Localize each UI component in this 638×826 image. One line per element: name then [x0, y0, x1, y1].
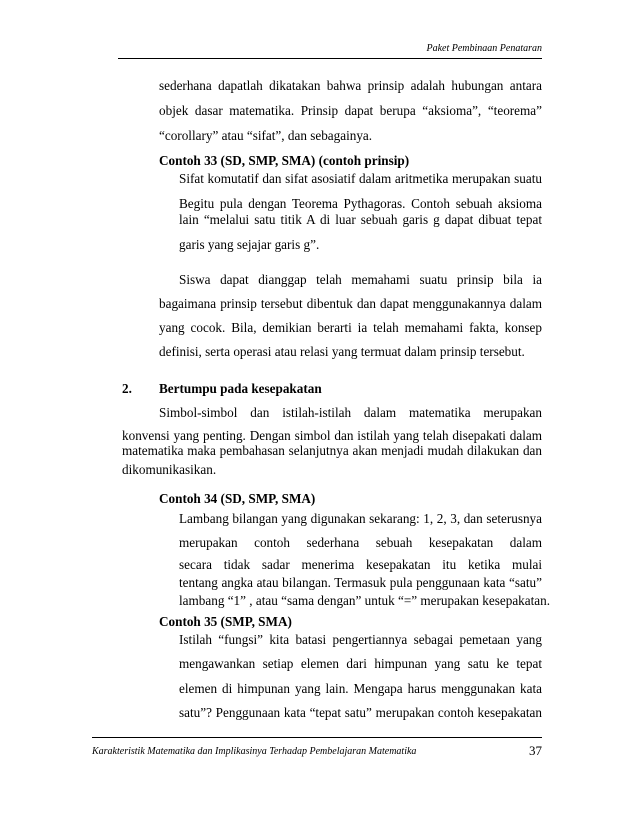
p3-line-4: dikomunikasikan.	[122, 462, 217, 477]
p1-line-1: sederhana dapatlah dikatakan bahwa prinsip adalah hubungan antara	[159, 78, 542, 93]
page-number: 37	[529, 743, 542, 758]
ex34-line-2: merupakan contoh sederhana sebuah kesepakatan dalam	[179, 535, 542, 550]
ex34-line-1: Lambang bilangan yang digunakan sekarang: 1, 2, 3, dan seterusnya	[179, 511, 542, 526]
p1-line-3: “corollary” atau “sifat”, dan sebagainya.	[159, 128, 373, 143]
section-2-number: 2.	[122, 381, 132, 396]
ex33-line-3: lain “melalui satu titik A di luar sebuah garis g dapat dibuat tepat	[179, 212, 542, 227]
ex33-line-1: Sifat komutatif dan sifat asosiatif dalam aritmetika merupakan suatu	[179, 171, 542, 186]
p3-line-2: konvensi yang penting. Dengan simbol dan istilah yang telah disepakati dalam	[122, 428, 542, 443]
ex33-line-2: Begitu pula dengan Teorema Pythagoras. Contoh sebuah aksioma	[179, 196, 542, 211]
ex35-line-4: satu”? Penggunaan kata “tepat satu” merupakan contoh kesepakatan	[179, 705, 542, 720]
example-34-heading: Contoh 34 (SD, SMP, SMA)	[159, 491, 316, 506]
ex33-line-4: garis yang sejajar garis g”.	[179, 237, 320, 252]
ex35-line-3: elemen di himpunan yang lain. Mengapa harus menggunakan kata	[179, 681, 542, 696]
p3-line-3: matematika maka pembahasan selanjutnya akan menjadi mudah dilakukan dan	[122, 443, 542, 458]
footer-rule	[92, 737, 542, 738]
section-2-title: Bertumpu pada kesepakatan	[159, 381, 322, 396]
ex34-line-5: lambang “1” , atau “sama dengan” untuk “=” merupakan kesepakatan.	[179, 593, 551, 608]
ex34-line-4: tentang angka atau bilangan. Termasuk pula penggunaan kata “satu”	[179, 575, 542, 590]
p2-line-3: yang cocok. Bila, demikian berarti ia telah memahami fakta, konsep	[159, 320, 542, 335]
ex34-line-3: secara tidak sadar menerima kesepakatan itu ketika mulai	[179, 557, 542, 572]
p2-line-4: definisi, serta operasi atau relasi yang termuat dalam prinsip tersebut.	[159, 344, 525, 359]
p2-line-2: bagaimana prinsip tersebut dibentuk dan dapat menggunakannya dalam	[159, 296, 542, 311]
header-rule	[118, 58, 542, 59]
example-33-heading: Contoh 33 (SD, SMP, SMA) (contoh prinsip)	[159, 153, 410, 168]
example-35-heading: Contoh 35 (SMP, SMA)	[159, 614, 292, 629]
p3-line-1: Simbol-simbol dan istilah-istilah dalam matematika merupakan	[159, 405, 542, 420]
footer-title: Karakteristik Matematika dan Implikasinya Terhadap Pembelajaran Matematika	[92, 746, 417, 757]
header-title: Paket Pembinaan Penataran	[426, 43, 542, 54]
p1-line-2: objek dasar matematika. Prinsip dapat berupa “aksioma”, “teorema”	[159, 103, 542, 118]
ex35-line-2: mengawankan setiap elemen dari himpunan yang satu ke tepat	[179, 656, 542, 671]
p2-line-1: Siswa dapat dianggap telah memahami suatu prinsip bila ia	[179, 272, 542, 287]
ex35-line-1: Istilah “fungsi” kita batasi pengertiannya sebagai pemetaan yang	[179, 632, 542, 647]
